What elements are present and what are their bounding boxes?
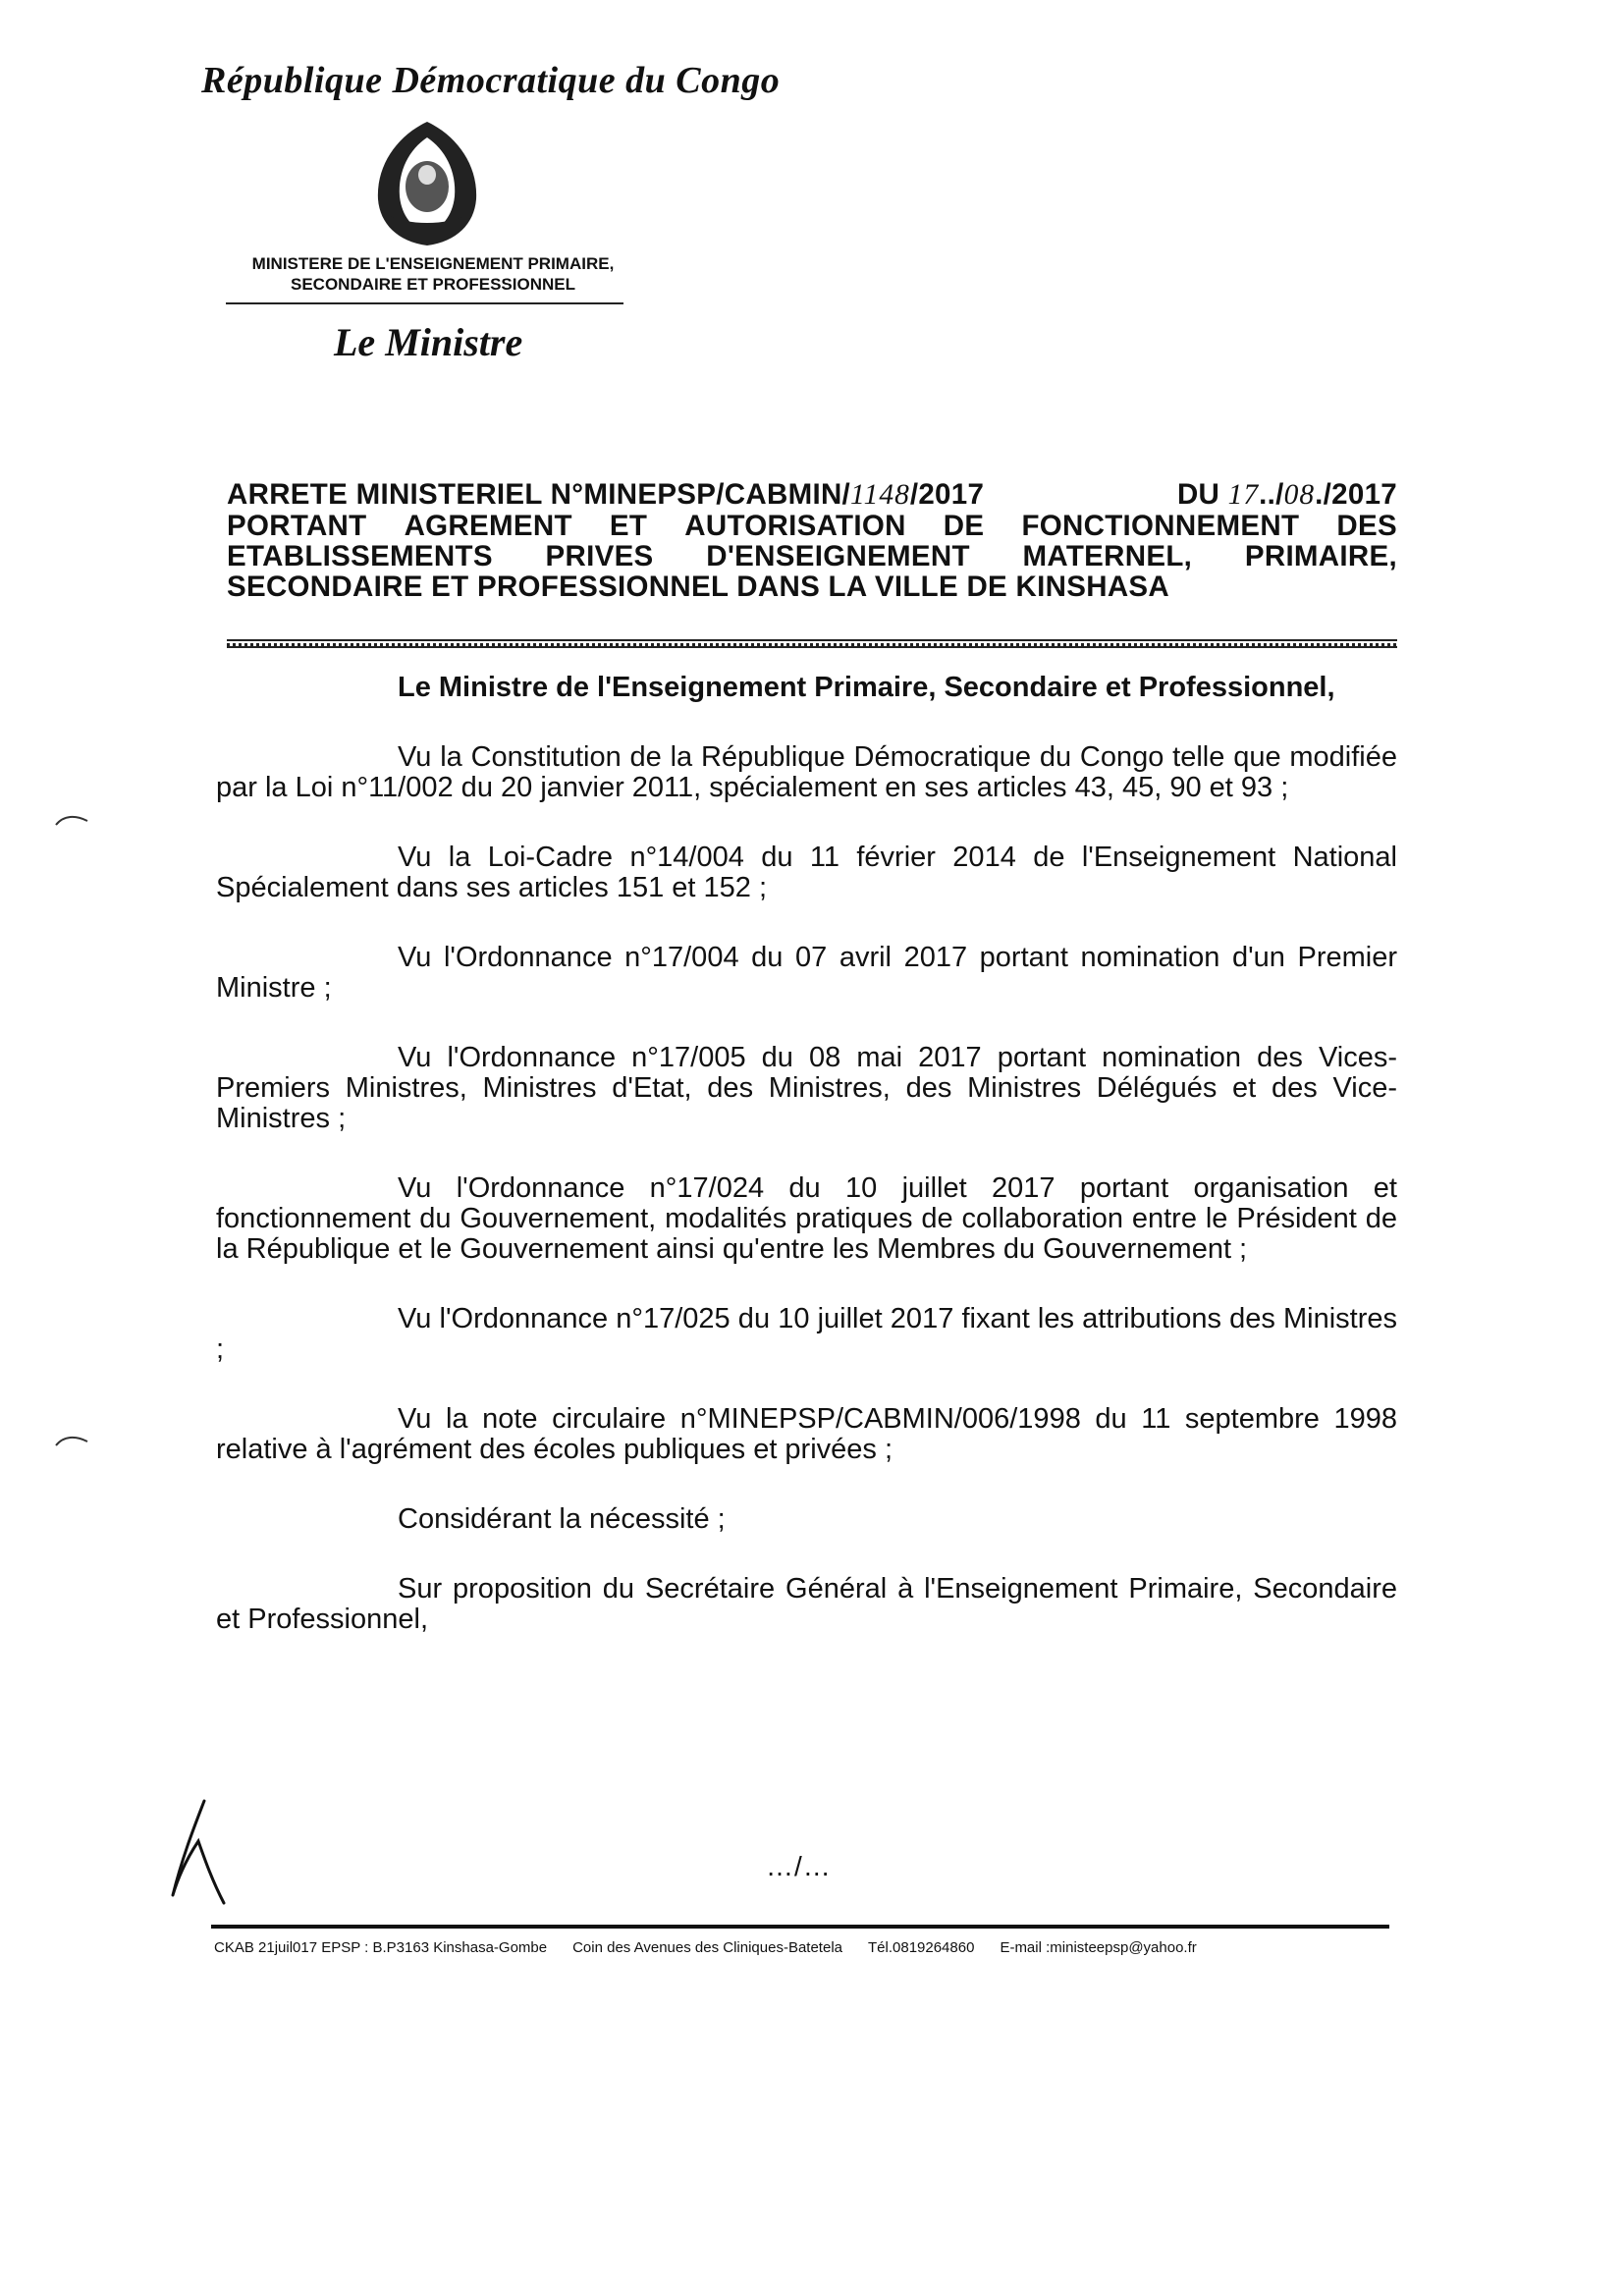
decree-reference: ARRETE MINISTERIEL N°MINEPSP/CABMIN/1148/2017: [227, 478, 985, 511]
title-line-2-word: ET: [609, 510, 648, 542]
title-line-3-word: D'ENSEIGNEMENT: [706, 540, 970, 572]
title-line-3-word: PRIMAIRE,: [1244, 540, 1397, 572]
continuation-marker: …/…: [766, 1851, 832, 1881]
title-line-2-word: DE: [943, 510, 985, 542]
footer-divider: [211, 1925, 1389, 1929]
title-divider: [227, 639, 1397, 648]
addressee: Le Ministre de l'Enseignement Primaire, Secondaire et Professionnel,: [398, 672, 1335, 703]
title-line-2-word: PORTANT: [227, 510, 367, 542]
preamble-paragraph: Sur proposition du Secrétaire Général à l'Enseignement Primaire, Secondaire et Professionnel,: [216, 1573, 1397, 1635]
preamble-paragraph: Vu l'Ordonnance n°17/004 du 07 avril 2017 portant nomination d'un Premier Ministre ;: [216, 942, 1397, 1004]
republic-heading: République Démocratique du Congo: [201, 60, 781, 101]
preamble-paragraph: Vu la Loi-Cadre n°14/004 du 11 février 2014 de l'Enseignement National Spécialement dans ses articles 151 et 152 ;: [216, 842, 1397, 903]
preamble-paragraph: Vu la Constitution de la République Démocratique du Congo telle que modifiée par la Loi n°11/002 du 20 janvier 2011, spécialement en ses articles 43, 45, 90 et 93 ;: [216, 741, 1397, 803]
title-line-3-word: PRIVES: [545, 540, 654, 572]
footer-email: E-mail :ministeepsp@yahoo.fr: [1000, 1939, 1197, 1956]
decree-day: 17: [1227, 479, 1260, 511]
margin-mark: [54, 813, 89, 827]
preamble-paragraph: Considérant la nécessité ;: [398, 1503, 726, 1535]
title-line-2-word: FONCTIONNEMENT: [1021, 510, 1300, 542]
coat-of-arms-emblem: [358, 116, 496, 248]
ministry-divider: [226, 302, 623, 304]
footer-phone: Tél.0819264860: [868, 1939, 975, 1956]
decree-month: 08: [1283, 479, 1316, 511]
office-heading: Le Ministre: [334, 320, 523, 364]
decree-body: [216, 673, 1397, 1635]
ministry-name: [232, 253, 634, 295]
title-line-2-word: AUTORISATION: [684, 510, 906, 542]
margin-mark: [54, 1434, 89, 1447]
decree-date: DU 17../08./2017: [1176, 478, 1397, 511]
handwritten-initials: [165, 1797, 234, 1905]
footer-address: Coin des Avenues des Cliniques-Batetela: [572, 1939, 842, 1956]
title-line-4: SECONDAIRE ET PROFESSIONNEL DANS LA VILLE DE KINSHASA: [227, 571, 1170, 603]
title-line-3-word: MATERNEL,: [1022, 540, 1193, 572]
decree-reference-line: [227, 479, 1397, 511]
ministry-line-1: MINISTERE DE L'ENSEIGNEMENT PRIMAIRE,: [251, 254, 615, 273]
title-line-2-word: AGREMENT: [404, 510, 572, 542]
footer: [214, 1939, 1348, 1956]
preamble: [216, 742, 1397, 1635]
footer-reference: CKAB 21juil017 EPSP : B.P3163 Kinshasa-Gombe: [214, 1939, 548, 1956]
title-line-2: [227, 511, 1397, 541]
title-line-3: [227, 541, 1397, 571]
preamble-paragraph: Vu l'Ordonnance n°17/005 du 08 mai 2017 portant nomination des Vices-Premiers Ministres, Ministres d'Etat, des Ministres, des Ministres Délégués et des Vice-Ministres ;: [216, 1042, 1397, 1134]
title-line-3-word: ETABLISSEMENTS: [227, 540, 493, 572]
preamble-paragraph: Vu l'Ordonnance n°17/024 du 10 juillet 2017 portant organisation et fonctionnement du Gouvernement, modalités pratiques de collaboration entre le Président de la République et le Gouvernement ainsi qu'entre les Membres du Gouvernement ;: [216, 1172, 1397, 1265]
preamble-paragraph: Vu l'Ordonnance n°17/025 du 10 juillet 2017 fixant les attributions des Ministres ;: [216, 1303, 1397, 1365]
ministry-line-2: SECONDAIRE ET PROFESSIONNEL: [291, 275, 575, 294]
title-line-2-word: DES: [1336, 510, 1397, 542]
preamble-paragraph: Vu la note circulaire n°MINEPSP/CABMIN/006/1998 du 11 septembre 1998 relative à l'agrément des écoles publiques et privées ;: [216, 1403, 1397, 1465]
decree-number: 1148: [850, 479, 910, 511]
decree-title: [227, 479, 1397, 602]
